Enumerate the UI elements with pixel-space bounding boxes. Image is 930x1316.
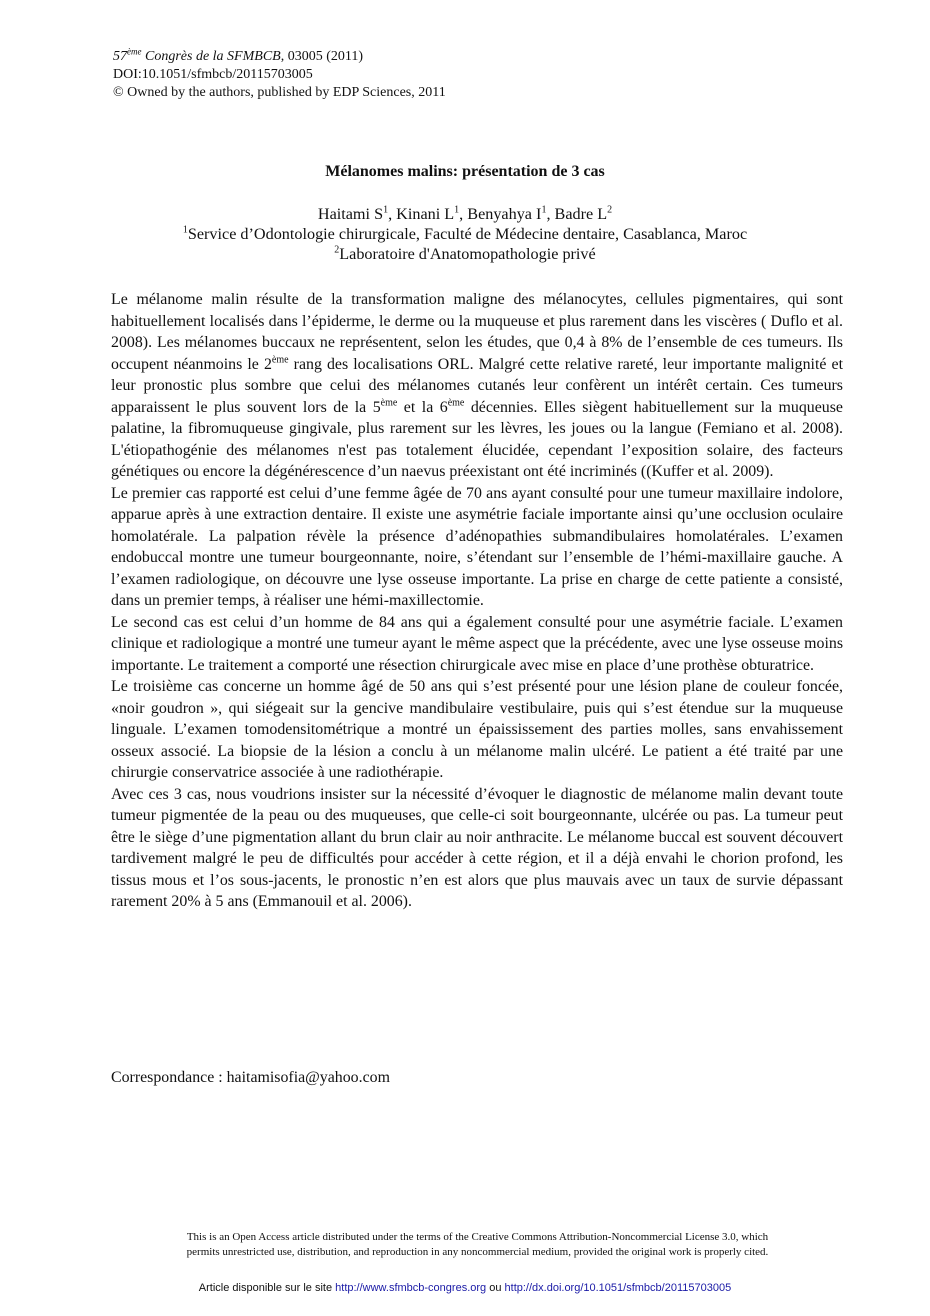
doi-line: DOI:10.1051/sfmbcb/20115703005 — [113, 67, 313, 82]
paragraph-text: rang des localisations ORL. Malgré cette relative rareté, leur importante malignité et leur pronostic plus sombre que celui des mélanomes cutanés leur confèrent un intérêt certain. Ces tumeurs apparaissent le plus souvent lors de la 5 — [111, 355, 843, 416]
conference-number: 57 — [113, 49, 127, 64]
conference-line — [113, 48, 446, 66]
affiliation-2 — [0, 244, 930, 264]
author-list — [0, 204, 930, 224]
correspondence-line: Correspondance : haitamisofia@yahoo.com — [111, 1069, 390, 1086]
author-name: , Benyahya I — [459, 205, 542, 223]
paragraph-case-2: Le second cas est celui d’un homme de 84 ans qui a également consulté pour une asymétrie faciale. L’examen clinique et radiologique a montré une tumeur ayant le même aspect que la précédente, avec une lyse osseuse moins importante. Le traitement a comporté une résection chirurgicale avec mise en place d’une prothèse obturatrice. — [111, 613, 843, 674]
footer-middle: ou — [486, 1282, 505, 1294]
affiliation-text: Service d’Odontologie chirurgicale, Faculté de Médecine dentaire, Casablanca, Maroc — [187, 225, 748, 243]
affiliation-sup: 1 — [182, 224, 188, 236]
conference-reference: , 03005 (2011) — [280, 49, 364, 64]
ordinal-sup: ème — [380, 397, 398, 409]
ordinal-sup: ème — [447, 397, 465, 409]
article-footer — [0, 1282, 930, 1294]
paper-title: Mélanomes malins: présentation de 3 cas — [325, 163, 605, 180]
license-line-2: permits unrestricted use, distribution, and reproduction in any noncommercial medium, provided the original work is properly cited. — [186, 1246, 769, 1258]
author-affiliation-sup: 2 — [607, 204, 613, 216]
author-affiliation-sup: 1 — [454, 204, 460, 216]
affiliation-1 — [0, 224, 930, 244]
paragraph-text: Le mélanome malin résulte de la transformation maligne des mélanocytes, cellules pigmentaires, qui sont habituellement localisés dans l’épiderme, le derme ou la muqueuse et plus rarement dans les viscères ( Duflo et al. 2008). Les mélanomes buccaux ne représentent, selon les études, que 0,4 à 8% de l’ensemble de ces tumeurs. Ils occupent néanmoins le 2 — [111, 291, 843, 373]
author-name: Haitami S — [317, 205, 384, 223]
author-affiliation-sup: 1 — [383, 204, 389, 216]
author-affiliation-sup: 1 — [541, 204, 547, 216]
affiliation-sup: 2 — [334, 244, 340, 256]
license-notice — [90, 1230, 865, 1260]
author-name: , Badre L — [546, 205, 608, 223]
doi-link[interactable]: http://dx.doi.org/10.1051/sfmbcb/20115703005 — [504, 1282, 732, 1294]
paragraph-case-3: Le troisième cas concerne un homme âgé de 50 ans qui s’est présenté pour une lésion plane de couleur foncée, «noir goudron », qui siégeait sur la gencive mandibulaire vestibulaire, puis qui s’est étendue sur la muqueuse linguale. L’examen tomodensitométrique a montré un épaississement des parties molles, sans envahissement osseux associé. La biopsie de la lésion a conclu à un mélanome malin ulcéré. Le patient a été traité par une chirurgie conservatrice associée à une radiothérapie. — [111, 678, 843, 781]
conference-ordinal-sup: ème — [127, 46, 142, 57]
abstract-body — [111, 289, 843, 913]
license-line-1: This is an Open Access article distributed under the terms of the Creative Commons Attribution-Noncommercial License 3.0, which — [186, 1231, 769, 1243]
congress-site-link[interactable]: http://www.sfmbcb-congres.org — [335, 1282, 487, 1294]
copyright-line: © Owned by the authors, published by EDP Sciences, 2011 — [113, 85, 446, 100]
affiliation-text: Laboratoire d'Anatomopathologie privé — [339, 245, 596, 263]
conference-name: Congrès de la SFMBCB — [141, 49, 281, 64]
paragraph-conclusion: Avec ces 3 cas, nous voudrions insister sur la nécessité d’évoquer le diagnostic de mélanome malin devant toute tumeur pigmentée de la peau ou des muqueuses, que celle-ci soit bourgeonnante, ulcérée ou pas. La tumeur peut être le siège d’une pigmentation allant du brun clair au noir anthracite. Le mélanome buccal est souvent découvert tardivement malgré le peu de difficultés pour accéder à cette région, et il a déjà envahi le chorion profond, les tissus mous et l’os sous-jacents, le pronostic n’en est alors que plus mauvais avec un taux de survie dépassant rarement 20% à 5 ans (Emmanouil et al. 2006). — [111, 785, 843, 910]
author-name: , Kinani L — [388, 205, 455, 223]
footer-prefix: Article disponible sur le site — [198, 1282, 336, 1294]
ordinal-sup: ème — [271, 354, 289, 366]
paragraph-text: et la 6 — [397, 398, 448, 416]
paragraph-introduction — [111, 289, 843, 483]
paragraph-case-1: Le premier cas rapporté est celui d’une femme âgée de 70 ans ayant consulté pour une tumeur maxillaire indolore, apparue après à une extraction dentaire. Il existe une asymétrie faciale importante ainsi qu’une occlusion oculaire homolatérale. La palpation révèle la présence d’adénopathies submandibulaires homolatérales. L’examen endobuccal montre une tumeur bourgeonnante, noire, s’étendant sur l’ensemble de l’hémi-maxillaire gauche. A l’examen radiologique, on découvre une lyse osseuse importante. La prise en charge de cette patiente a consisté, dans un premier temps, à réaliser une hémi-maxillectomie. — [111, 484, 843, 609]
paragraph-text: décennies. Elles siègent habituellement sur la muqueuse palatine, la fibromuqueuse gingivale, plus rarement sur les lèvres, les joues ou la langue (Femiano et al. 2008). L'étiopathogénie des mélanomes n'est pas totalement élucidée, cependant l’exposition solaire, des facteurs génétiques ou encore la dégénérescence d’un naevus préexistant ont été incriminés ((Kuffer et al. 2009). — [111, 398, 843, 480]
author-block — [0, 204, 930, 264]
publication-header — [113, 48, 446, 102]
